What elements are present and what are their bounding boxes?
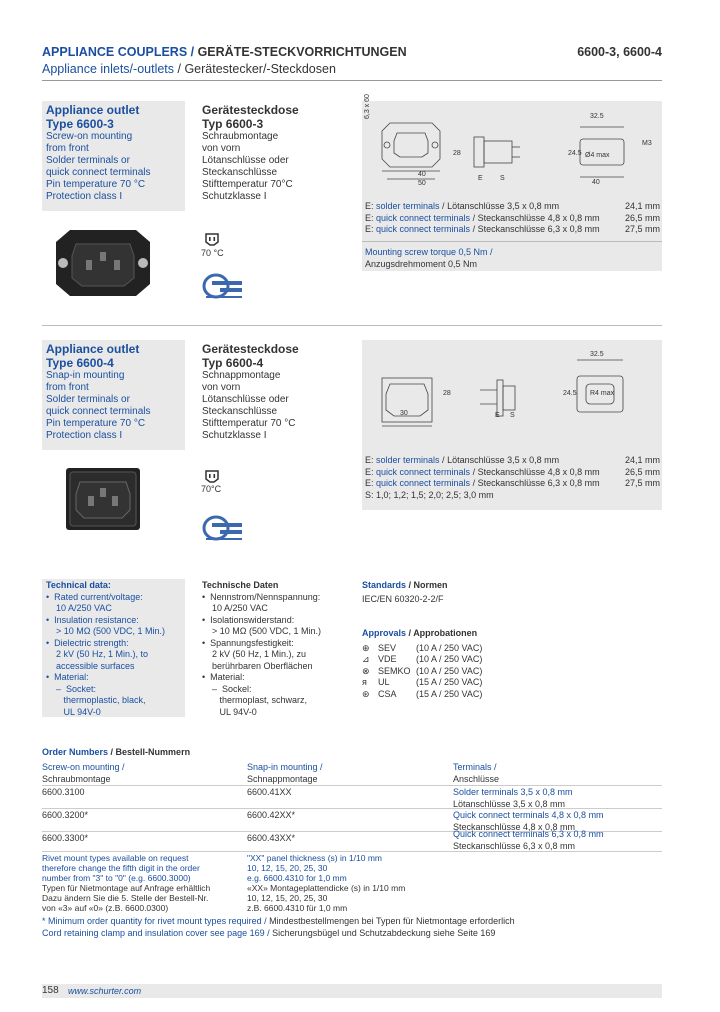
order-col2-en: Snap-in mounting / bbox=[247, 762, 323, 772]
p2-dim: R4 max bbox=[590, 390, 615, 397]
approvals-list bbox=[362, 643, 662, 701]
order-divider bbox=[42, 851, 662, 852]
p1-en-line: from front bbox=[46, 143, 89, 154]
p2-de-line: Schnappmontage bbox=[202, 370, 281, 381]
approval-rating: (10 A / 250 VAC) bbox=[416, 654, 483, 664]
p1-dim: 50 bbox=[418, 180, 426, 187]
header-sep2: / bbox=[174, 62, 185, 76]
order-terminal-de: Steckanschlüsse 6,3 x 0,8 mm bbox=[453, 840, 576, 851]
order-snap-number: 6600.43XX* bbox=[247, 833, 296, 843]
terminal-en: quick connect terminals bbox=[376, 478, 471, 488]
p1-de-title2: Typ 6600-3 bbox=[202, 117, 264, 131]
terminal-de: Lötanschlüsse 3,5 x 0,8 mm bbox=[447, 455, 560, 465]
p2-en-line: Solder terminals or bbox=[46, 394, 130, 405]
note-de: «XX» Montageplattendicke (s) in 1/10 mm bbox=[247, 883, 406, 893]
order-col3-de: Anschlüsse bbox=[453, 773, 500, 784]
tech-en-item: • Rated current/voltage: bbox=[46, 591, 143, 602]
approval-row bbox=[362, 689, 662, 701]
order-col2-de: Schnappmontage bbox=[247, 773, 318, 784]
order-row bbox=[42, 787, 662, 809]
order-col-header bbox=[453, 762, 662, 785]
p1-en-box bbox=[42, 101, 185, 211]
terminal-de: Steckanschlüsse 4,8 x 0,8 mm bbox=[477, 466, 600, 477]
approval-row bbox=[362, 643, 662, 655]
prefix: E: bbox=[365, 201, 377, 211]
approval-mark-icon: ⊛ bbox=[362, 688, 370, 699]
p2-terminal-row: E: quick connect terminals / Steckanschlüsse 6,3 x 0,8 mm 27,5 mm bbox=[365, 478, 660, 488]
terminal-en: solder terminals bbox=[376, 455, 440, 465]
p2-terminal-row: E: solder terminals / Lötanschlüsse 3,5 x 0,8 mm 24,1 mm bbox=[365, 455, 660, 465]
p2-de-title1: Gerätesteckdose bbox=[202, 342, 299, 356]
cord-note-de: Sicherungsbügel und Schutzabdeckung siehe Seite 169 bbox=[272, 927, 496, 938]
prefix: E: bbox=[365, 455, 377, 465]
approval-name: VDE bbox=[378, 654, 397, 664]
tech-en-item: accessible surfaces bbox=[46, 660, 135, 671]
header-title-en: APPLIANCE COUPLERS bbox=[42, 45, 188, 59]
prefix: E: bbox=[365, 466, 377, 477]
terminal-en: quick connect terminals bbox=[376, 466, 471, 477]
p1-en-line: Solder terminals or bbox=[46, 155, 130, 166]
terminal-de: Lötanschlüsse 3,5 x 0,8 mm bbox=[447, 201, 560, 211]
approval-mark-icon: ᴙ bbox=[362, 677, 367, 687]
p1-de-box bbox=[202, 103, 352, 203]
standards-section: Standards / Normen IEC/EN 60320-2-2/F Approvals / Approbationen ⊕ SEV (10 A / 250 VAC) ⊿ VDE (10 A / 250 VAC) ⊗ SEMKO (10 A / 250 VAC) ᴙ UL (15 A / 250 VAC) ⊛ CSA (15 A / 250 VAC) bbox=[362, 580, 662, 700]
order-footnotes bbox=[42, 916, 662, 939]
tech-de-item: • Spannungsfestigkeit: bbox=[202, 637, 294, 648]
terminal-val: 27,5 mm bbox=[624, 224, 660, 234]
terminal-de: Steckanschlüsse 6,3 x 0,8 mm bbox=[477, 478, 600, 488]
order-col3-en: Terminals / bbox=[453, 762, 497, 772]
p2-de-line: Schutzklasse I bbox=[202, 430, 267, 441]
terminal-val: 26,5 mm bbox=[624, 212, 660, 223]
prefix: E: bbox=[365, 212, 377, 223]
p2-dim: 28 bbox=[443, 390, 451, 397]
p1-terminal-row: E: solder terminals / Lötanschlüsse 3,5 x 0,8 mm 24,1 mm bbox=[365, 201, 660, 211]
approval-mark-icon: ⊗ bbox=[362, 665, 370, 676]
order-title-en: Order Numbers bbox=[42, 747, 109, 757]
prefix: E: bbox=[365, 224, 377, 234]
terminal-de: Steckanschlüsse 6,3 x 0,8 mm bbox=[477, 224, 600, 234]
p2-dim: E bbox=[495, 412, 500, 419]
p1-torque bbox=[365, 247, 493, 270]
order-col1-de: Schraubmontage bbox=[42, 773, 111, 784]
approval-rating: (15 A / 250 VAC) bbox=[416, 677, 483, 687]
note-en: therefore change the fifth digit in the order bbox=[42, 863, 200, 873]
p2-en-box bbox=[42, 340, 185, 450]
order-col1-en: Screw-on mounting / bbox=[42, 762, 125, 772]
tech-de-item: 10 A/250 VAC bbox=[202, 603, 268, 613]
p1-cert-logo bbox=[202, 272, 246, 300]
p1-de-line: Lötanschlüsse oder bbox=[202, 155, 289, 166]
order-terminal-en: Solder terminals 3,5 x 0,8 mm bbox=[453, 787, 573, 797]
order-screw-number: 6600.3300* bbox=[42, 833, 89, 843]
tech-en-item: UL 94V-0 bbox=[46, 706, 101, 717]
p2-de-box bbox=[202, 342, 352, 442]
p1-dim: 40 bbox=[418, 171, 426, 178]
order-terminal-en: Quick connect terminals 4,8 x 0,8 mm bbox=[453, 810, 604, 820]
p1-product-photo bbox=[48, 222, 158, 312]
p2-product-photo bbox=[58, 462, 148, 537]
p2-dim: 24.5 bbox=[563, 390, 577, 397]
p1-en-title1: Appliance outlet bbox=[46, 103, 140, 117]
p1-de-title1: Gerätesteckdose bbox=[202, 103, 299, 117]
p1-dim: 6,3 x 60 bbox=[364, 94, 371, 119]
note-en: Rivet mount types available on request bbox=[42, 853, 189, 863]
p2-terminal-row: E: quick connect terminals / Steckanschlüsse 4,8 x 0,8 mm 26,5 mm bbox=[365, 466, 660, 477]
note-de: 10, 12, 15, 20, 25, 30 bbox=[247, 893, 328, 903]
order-screw-number: 6600.3100 bbox=[42, 787, 85, 797]
p1-dim: 28 bbox=[453, 150, 461, 157]
approvals-title-de: Approbationen bbox=[413, 628, 478, 638]
p2-cert-logo bbox=[202, 514, 246, 542]
header-models: 6600-3, 6600-4 bbox=[577, 45, 662, 59]
p1-dim: 24.5 bbox=[568, 150, 582, 157]
note-en: e.g. 6600.4310 for 1,0 mm bbox=[247, 873, 347, 883]
tech-en-item: • Insulation resistance: bbox=[46, 614, 139, 625]
approval-mark-icon: ⊕ bbox=[362, 642, 370, 653]
approval-mark-icon: ⊿ bbox=[362, 654, 370, 664]
tech-de-item: • Material: bbox=[202, 672, 245, 682]
approvals-title-en: Approvals bbox=[362, 628, 407, 638]
prefix: E: bbox=[365, 478, 377, 488]
p2-de-line: Stifttemperatur 70 °C bbox=[202, 418, 296, 429]
tech-en-item: • Dielectric strength: bbox=[46, 637, 129, 648]
p2-terminal-list bbox=[365, 455, 660, 501]
note-de: Dazu ändern Sie die 5. Stelle der Bestell-Nr. bbox=[42, 893, 209, 903]
note-de: z.B. 6600.4310 für 1,0 mm bbox=[247, 903, 348, 913]
p1-divider bbox=[362, 241, 662, 242]
tech-de-item: UL 94V-0 bbox=[202, 706, 257, 717]
p2-en-line: Pin temperature 70 °C bbox=[46, 418, 146, 429]
approval-rating: (10 A / 250 VAC) bbox=[416, 665, 483, 676]
p2-dim: 32.5 bbox=[590, 351, 604, 358]
terminal-de: Steckanschlüsse 4,8 x 0,8 mm bbox=[477, 212, 600, 223]
note-en: number from "3" to "0" (e.g. 6600.3000) bbox=[42, 873, 191, 883]
p1-terminal-row: E: quick connect terminals / Steckanschlüsse 4,8 x 0,8 mm 26,5 mm bbox=[365, 212, 660, 223]
terminal-val: 27,5 mm bbox=[624, 478, 660, 488]
tech-en-item: > 10 MΩ (500 VDC, 1 Min.) bbox=[46, 626, 166, 636]
page-header bbox=[42, 45, 662, 76]
order-screw-number: 6600.3200* bbox=[42, 810, 89, 820]
tech-en-item: thermoplastic, black, bbox=[46, 695, 146, 705]
tech-en-title: Technical data: bbox=[46, 580, 111, 590]
terminal-en: solder terminals bbox=[376, 201, 440, 211]
p2-en-title1: Appliance outlet bbox=[46, 342, 140, 356]
p2-earth-icon bbox=[204, 468, 220, 484]
p1-en-line: Pin temperature 70 °C bbox=[46, 179, 146, 190]
tech-en-item: • Material: bbox=[46, 672, 89, 682]
tech-en-item: 10 A/250 VAC bbox=[46, 603, 112, 613]
header-title-de: GERÄTE-STECKVORRICHTUNGEN bbox=[197, 45, 407, 59]
footnote-de: Mindestbestellmengen bei Typen für Nietmontage erforderlich bbox=[269, 916, 515, 926]
tech-en-item: 2 kV (50 Hz, 1 Min.), to bbox=[46, 649, 149, 659]
p2-en-line: quick connect terminals bbox=[46, 406, 151, 417]
approval-rating: (15 A / 250 VAC) bbox=[416, 688, 483, 699]
tech-de-title: Technische Daten bbox=[202, 580, 279, 590]
p1-technical-drawing bbox=[362, 101, 662, 201]
tech-de-item: thermoplast, schwarz, bbox=[202, 695, 308, 705]
p1-de-line: von vorn bbox=[202, 143, 241, 154]
p2-de-line: Lötanschlüsse oder bbox=[202, 394, 289, 405]
approval-row bbox=[362, 677, 662, 689]
cord-note-en: Cord retaining clamp and insulation cover see page 169 / bbox=[42, 927, 270, 938]
p1-terminal-list bbox=[365, 201, 660, 236]
p1-de-line: Steckanschlüsse bbox=[202, 167, 278, 178]
standards-title-en: Standards bbox=[362, 580, 407, 590]
order-title: Order Numbers / Bestell-Nummern bbox=[42, 747, 191, 757]
tech-de-item: > 10 MΩ (500 VDC, 1 Min.) bbox=[202, 626, 322, 636]
p1-dim: 32.5 bbox=[590, 113, 604, 120]
approval-name: UL bbox=[378, 677, 390, 687]
order-divider bbox=[42, 785, 662, 786]
tech-de-box bbox=[202, 580, 352, 718]
order-title-de: Bestell-Nummern bbox=[115, 747, 191, 757]
order-snap-number: 6600.42XX* bbox=[247, 810, 296, 820]
p1-en-line: Screw-on mounting bbox=[46, 131, 133, 142]
order-row bbox=[42, 829, 662, 851]
order-divider bbox=[42, 808, 662, 809]
terminal-val: 24,1 mm bbox=[624, 201, 660, 211]
p1-en-line: quick connect terminals bbox=[46, 167, 151, 178]
order-note-right bbox=[247, 853, 452, 913]
approval-rating: (10 A / 250 VAC) bbox=[416, 642, 483, 653]
tech-en-item: – Socket: bbox=[46, 683, 97, 694]
order-terminal-de: Lötanschlüsse 3,5 x 0,8 mm bbox=[453, 798, 566, 809]
tech-de-item: berührbaren Oberflächen bbox=[202, 660, 313, 671]
p1-dim: Ø4 max bbox=[585, 152, 610, 159]
order-terminal-de: Steckanschlüsse 4,8 x 0,8 mm bbox=[453, 821, 576, 832]
header-subtitle-de: Gerätestecker/-Steckdosen bbox=[184, 62, 336, 76]
footnote-en: * Minimum order quantity for rivet mount types required / bbox=[42, 916, 267, 926]
p2-de-title2: Typ 6600-4 bbox=[202, 356, 264, 370]
approval-name: CSA bbox=[378, 688, 397, 699]
p1-de-line: Stifttemperatur 70°C bbox=[202, 179, 293, 190]
p2-en-line: from front bbox=[46, 382, 89, 393]
p2-temp-label: 70°C bbox=[201, 484, 222, 494]
tech-de-item: • Isolationswiderstand: bbox=[202, 614, 295, 625]
terminal-en: quick connect terminals bbox=[376, 212, 471, 223]
standards-title-de: Normen bbox=[413, 580, 448, 590]
tech-en-box bbox=[42, 579, 185, 717]
order-col-header bbox=[247, 762, 452, 785]
terminal-val: 24,1 mm bbox=[624, 455, 660, 465]
approval-name: SEV bbox=[378, 642, 397, 653]
footer-url[interactable]: www.schurter.com bbox=[68, 986, 142, 996]
section-divider bbox=[42, 325, 662, 326]
tech-de-item: – Sockel: bbox=[202, 683, 252, 694]
p2-en-line: Snap-in mounting bbox=[46, 370, 125, 381]
header-sep: / bbox=[187, 45, 198, 59]
p1-dim: 40 bbox=[592, 179, 600, 186]
order-note-left bbox=[42, 853, 247, 913]
p1-dim: E bbox=[478, 175, 483, 182]
order-snap-number: 6600.41XX bbox=[247, 787, 292, 797]
order-terminal-en: Quick connect terminals 6,3 x 0,8 mm bbox=[453, 829, 604, 839]
p2-de-line: Steckanschlüsse bbox=[202, 406, 278, 417]
p2-de-line: von vorn bbox=[202, 382, 241, 393]
p1-de-line: Schutzklasse I bbox=[202, 191, 267, 202]
p1-torque-en: Mounting screw torque 0,5 Nm / bbox=[365, 247, 493, 257]
p1-earth-icon bbox=[204, 231, 220, 247]
terminal-en: quick connect terminals bbox=[376, 224, 471, 234]
note-de: Typen für Nietmontage auf Anfrage erhältlich bbox=[42, 883, 211, 893]
approval-row bbox=[362, 666, 662, 678]
p2-en-title2: Type 6600-4 bbox=[46, 356, 114, 370]
p1-temp-label: 70 °C bbox=[201, 248, 224, 258]
header-divider bbox=[42, 80, 662, 81]
p2-dim: 30 bbox=[400, 410, 408, 417]
footer-page-number: 158 bbox=[42, 985, 59, 996]
standard-value: IEC/EN 60320-2-2/F bbox=[362, 593, 444, 604]
order-col-header bbox=[42, 762, 247, 785]
tech-de-item: 2 kV (50 Hz, 1 Min.), zu bbox=[202, 649, 307, 659]
note-en: "XX" panel thickness (s) in 1/10 mm bbox=[247, 853, 383, 863]
p1-en-line: Protection class I bbox=[46, 191, 123, 202]
p1-de-line: Schraubmontage bbox=[202, 131, 279, 142]
header-subtitle-en: Appliance inlets/-outlets bbox=[42, 62, 175, 76]
p1-torque-de: Anzugsdrehmoment 0,5 Nm bbox=[365, 258, 478, 269]
p2-s-line: S: 1,0; 1,2; 1,5; 2,0; 2,5; 3,0 mm bbox=[365, 489, 494, 500]
tech-de-item: • Nennstrom/Nennspannung: bbox=[202, 591, 321, 602]
approval-row bbox=[362, 654, 662, 666]
note-en: 10, 12, 15, 20, 25, 30 bbox=[247, 863, 328, 873]
p2-dim: S bbox=[510, 412, 515, 419]
p2-en-line: Protection class I bbox=[46, 430, 123, 441]
note-de: von «3» auf «0» (z.B. 6600.0300) bbox=[42, 903, 169, 913]
p1-terminal-row: E: quick connect terminals / Steckanschlüsse 6,3 x 0,8 mm 27,5 mm bbox=[365, 224, 660, 234]
approval-name: SEMKO bbox=[378, 665, 411, 676]
terminal-val: 26,5 mm bbox=[624, 466, 660, 477]
p1-dim: S bbox=[500, 175, 505, 182]
p1-en-title2: Type 6600-3 bbox=[46, 117, 114, 131]
p1-dim: M3 bbox=[642, 140, 652, 147]
